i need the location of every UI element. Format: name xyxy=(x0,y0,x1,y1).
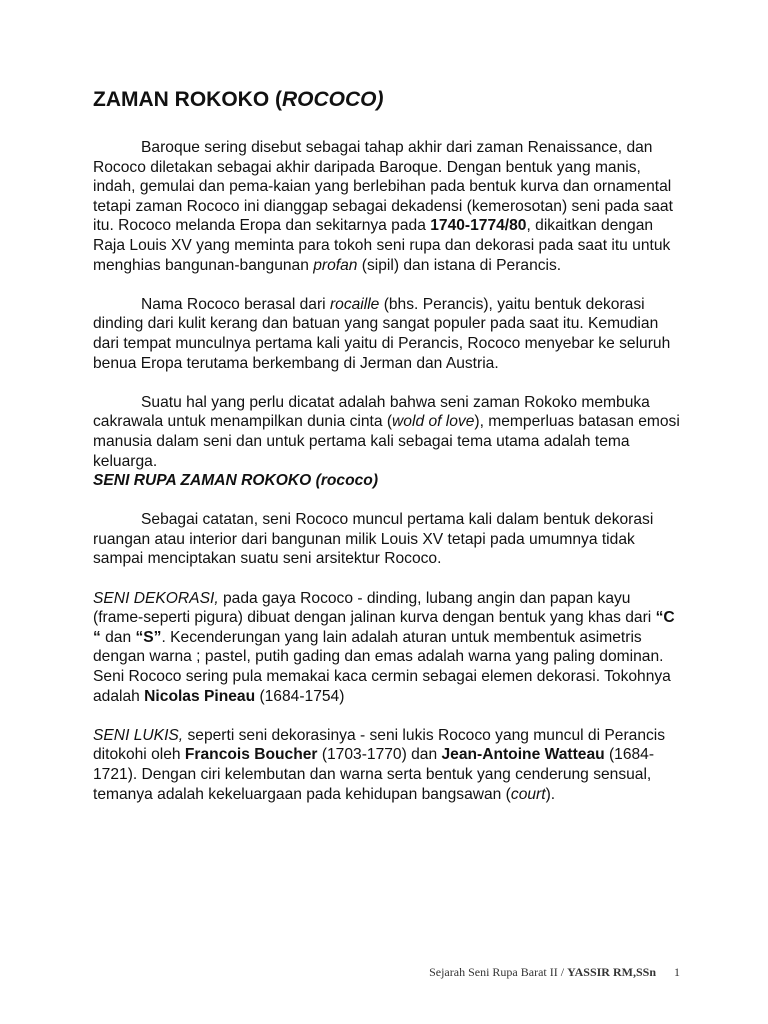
title-italic: ROCOCO) xyxy=(281,88,384,111)
title-main: ZAMAN ROKOKO ( xyxy=(93,88,282,111)
text-run: pada gaya Rococo - dinding, lubang angin dan papan kayu (frame-seperti pigura) dibuat dengan jalinan kurva dengan bentuk yang khas dari xyxy=(93,589,656,627)
text-run: Nama Rococo berasal dari xyxy=(141,295,330,313)
text-run: (1684-1754) xyxy=(255,687,345,705)
paragraph-love-theme xyxy=(93,393,683,471)
paragraph-note xyxy=(93,510,683,569)
bold-term: “C “ xyxy=(93,609,675,646)
text-run: dan xyxy=(100,628,136,646)
page-number: 1 xyxy=(674,965,680,979)
paragraph-painting xyxy=(93,726,683,804)
footer-course: Sejarah Seni Rupa Barat II / xyxy=(429,965,568,979)
text-run: (1703-1770) dan xyxy=(317,746,442,764)
italic-term: court xyxy=(510,785,546,803)
page-title xyxy=(93,86,683,114)
text-run: . Kecenderungan yang lain adalah aturan untuk membentuk asimetris dengan warna ; pastel, putih gading dan emas adalah warna yang paling dominan. Seni Rococo sering pula memakai kaca cermin sebagai elemen dekorasi. Tokohnya adalah xyxy=(93,628,671,705)
italic-term: SENI DEKORASI, xyxy=(93,589,219,607)
person-name: Francois Boucher xyxy=(184,746,318,764)
person-name: Nicolas Pineau xyxy=(144,687,256,705)
text-run: (sipil) dan istana di Perancis. xyxy=(357,256,562,274)
paragraph-name-origin xyxy=(93,295,683,373)
text-run: seperti seni dekorasinya - seni lukis Rococo yang muncul di Perancis ditokohi oleh xyxy=(93,726,666,764)
text-run: Sebagai catatan, seni Rococo muncul pertama kali dalam bentuk dekorasi ruangan atau interior dari bangunan milik Louis XV tetapi pada umumnya tidak sampai menciptakan suatu seni arsitektur Rococo. xyxy=(93,511,654,568)
person-name: Jean-Antoine Watteau xyxy=(441,746,605,764)
italic-term: wold of love xyxy=(392,413,475,431)
italic-term: rocaille xyxy=(329,295,380,313)
text-run: (bhs. Perancis), yaitu bentuk dekorasi dinding dari kulit kerang dan batuan yang sangat populer pada saat itu. Kemudian dari tempat munculnya pertama kali yaitu di Perancis, Rococo menyebar ke seluruh benua Eropa terutama berkembang di Jerman dan Austria. xyxy=(93,295,671,372)
paragraph-decoration xyxy=(93,589,683,707)
italic-term: SENI LUKIS, xyxy=(93,726,184,744)
page-content xyxy=(93,86,683,804)
section-heading: SENI RUPA ZAMAN ROKOKO (rococo) xyxy=(93,472,379,490)
bold-term: “S” xyxy=(135,628,162,646)
italic-term: profan xyxy=(313,256,358,274)
text-run: (1684-1721). Dengan ciri kelembutan dan warna serta bentuk yang cenderung sensual, temanya adalah kekeluargaan pada kehidupan bangsawan ( xyxy=(93,746,655,803)
text-run: ), memperluas batasan emosi manusia dalam seni dan untuk pertama kali sebagai tema utama adalah tema keluarga. xyxy=(93,413,680,470)
text-run: , dikaitkan dengan Raja Louis XV yang meminta para tokoh seni rupa dan dekorasi pada saat itu untuk menghias bangunan-bangunan xyxy=(93,217,671,274)
text-run: Baroque sering disebut sebagai tahap akhir dari zaman Renaissance, dan Rococo diletakan sebagai akhir daripada Baroque. Dengan bentuk yang manis, indah, gemulai dan pema-kaian yang berlebihan pada bentuk kurva dan ornamental tetapi zaman Rococo ini dianggap sebagai dekadensi (kemerosotan) seni pada saat itu. Rococo melanda Eropa dan sekitarnya pada xyxy=(93,139,673,235)
paragraph-baroque xyxy=(93,138,683,275)
page-footer xyxy=(300,965,680,980)
date-range: 1740-1774/80 xyxy=(430,217,527,235)
text-run: ). xyxy=(545,785,556,803)
text-run: Suatu hal yang perlu dicatat adalah bahwa seni zaman Rokoko membuka cakrawala untuk menampilkan dunia cinta ( xyxy=(93,393,650,431)
footer-author: YASSIR RM,SSn xyxy=(567,965,656,979)
